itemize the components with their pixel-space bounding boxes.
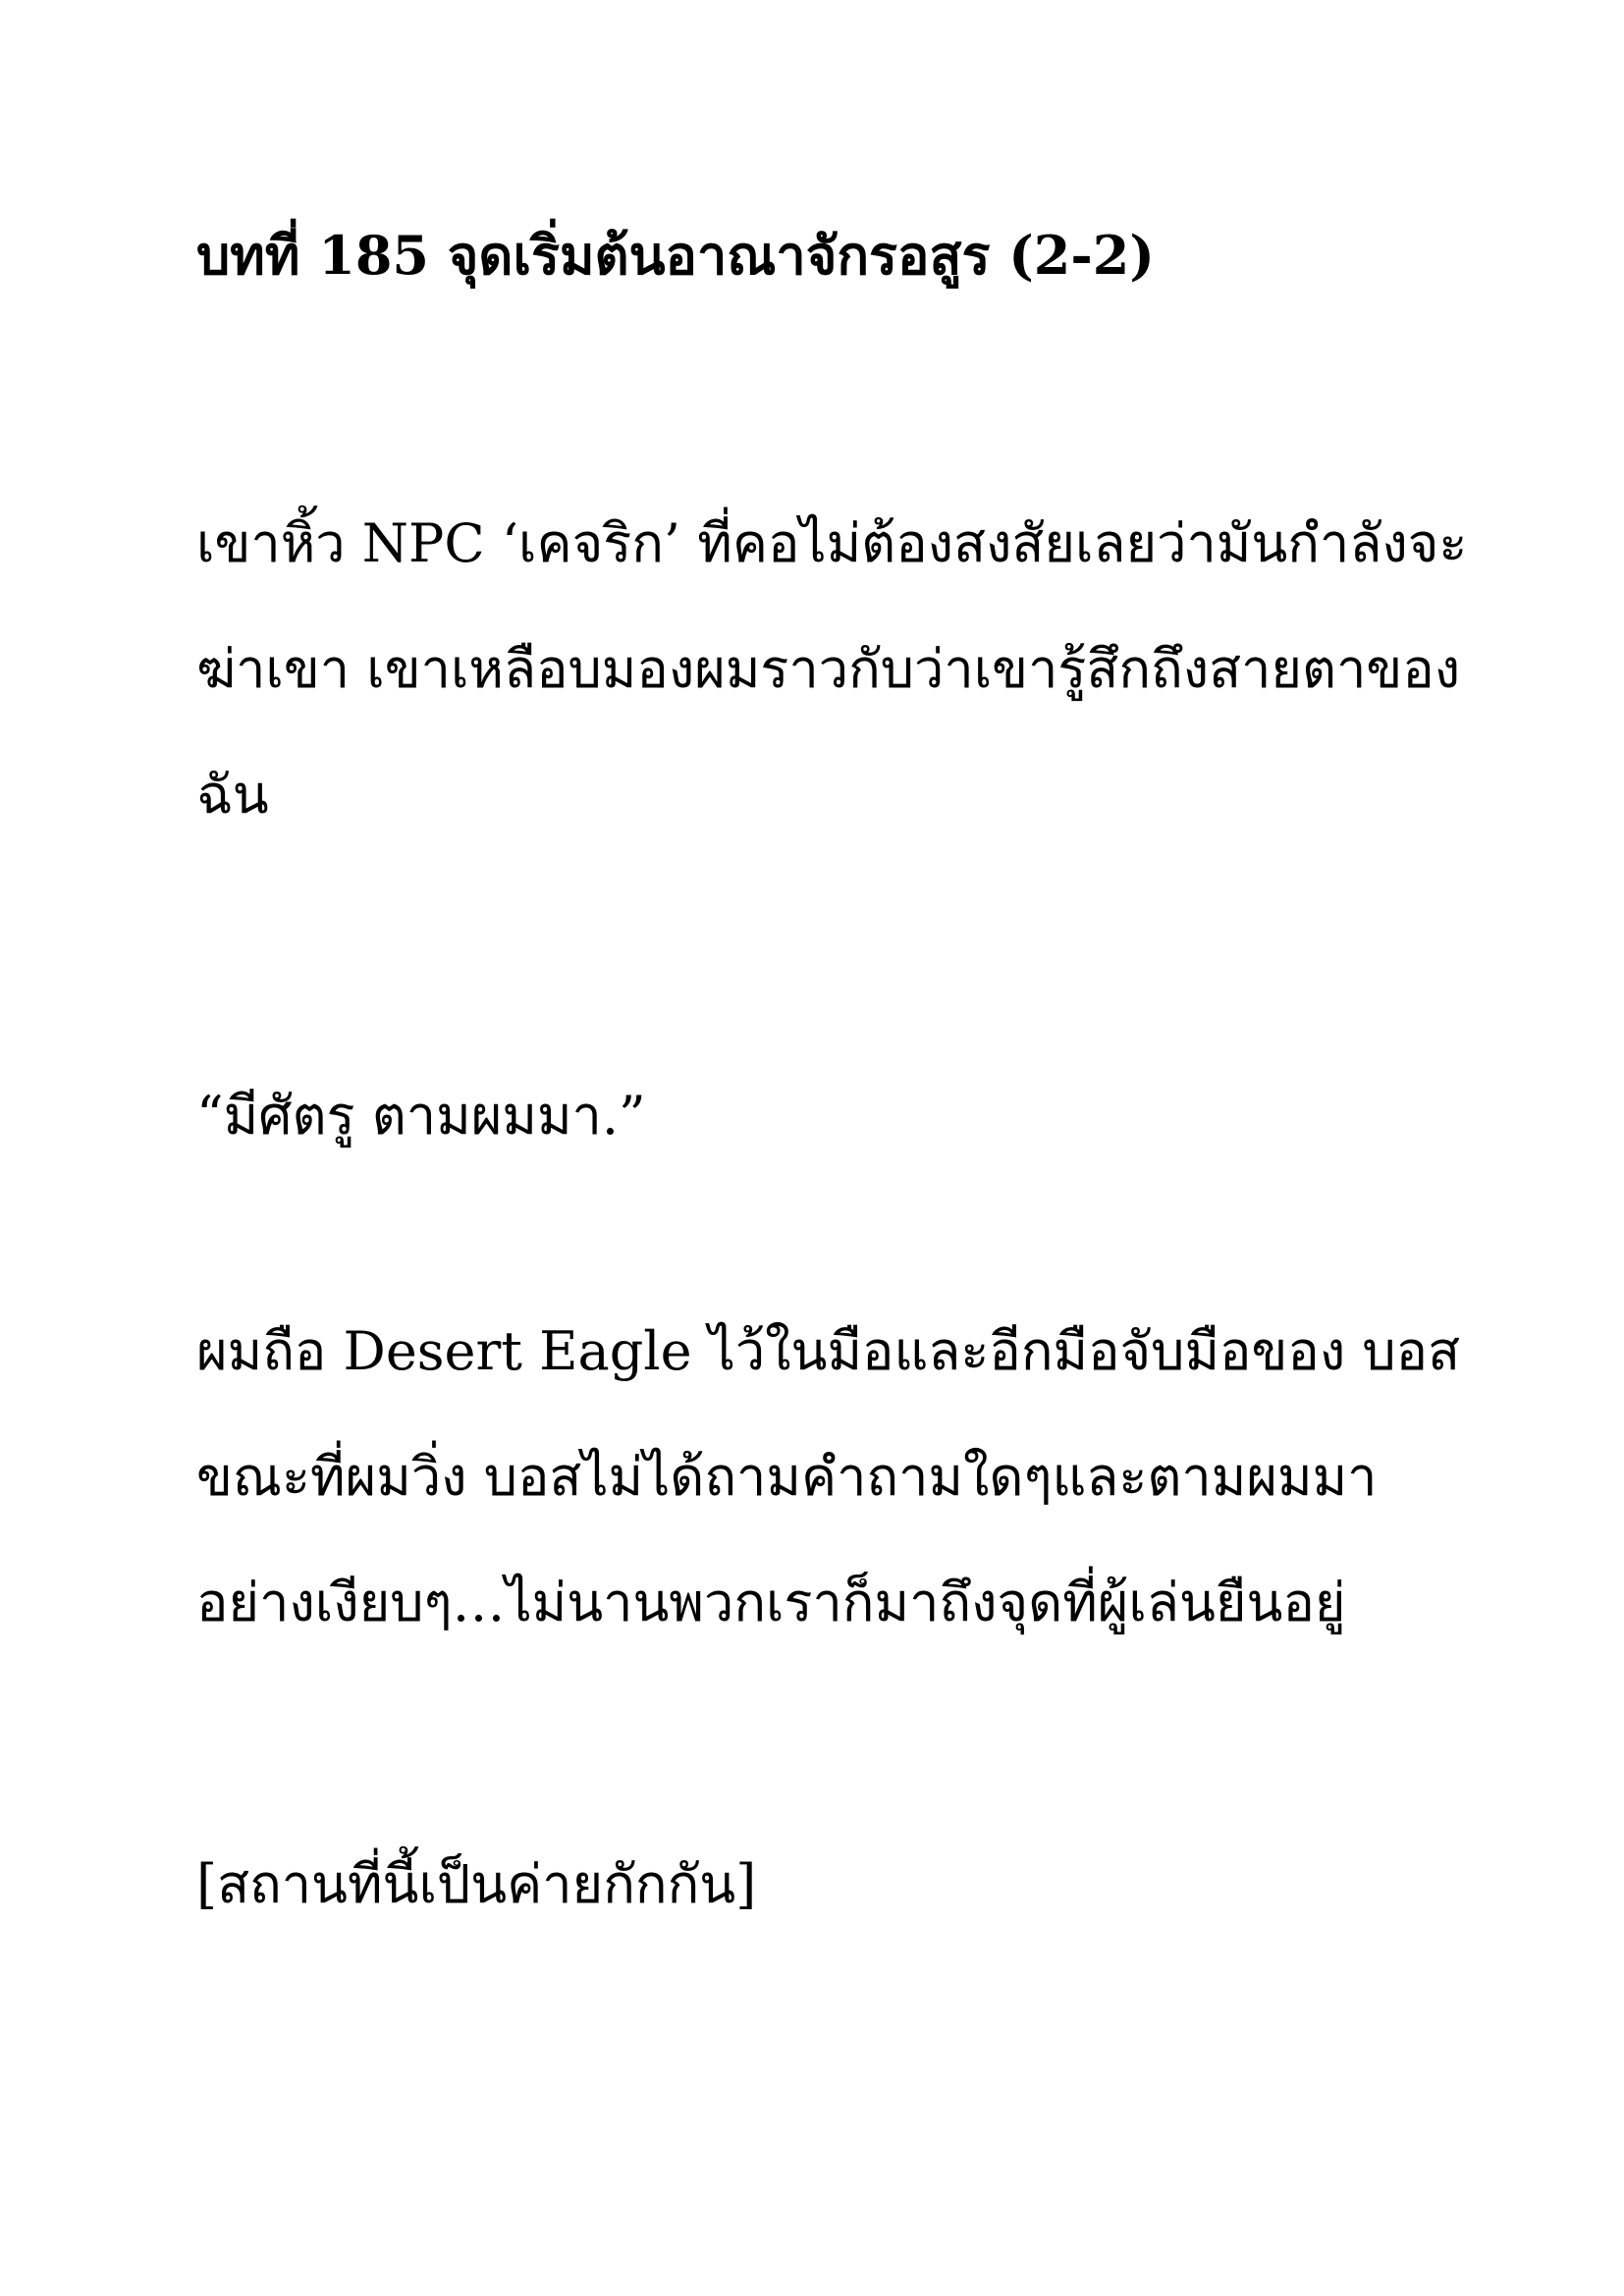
paragraph-1-line-3: ฉัน [196, 764, 269, 826]
system-message-line: [สถานที่นี้เป็นค่ายกักกัน] [196, 1853, 757, 1915]
paragraph-3-line-3: อย่างเงียบๆ…ไม่นานพวกเราก็มาถึงจุดที่ผู้เล่นยืนอยู่ [196, 1572, 1346, 1633]
paragraph-1-line-1: เขาหิ้ว NPC ‘เคจริก’ ที่คอไม่ต้องสงสัยเลยว่ามันกำลังจะ [196, 512, 1468, 574]
chapter-title: บทที่ 185 จุดเริ่มต้นอาณาจักรอสูร (2-2) [196, 224, 1155, 287]
dialogue-line: “มีศัตรู ตามผมมา.” [196, 1085, 646, 1147]
paragraph-3-line-2: ขณะที่ผมวิ่ง บอสไม่ได้ถามคำถามใดๆและตามผมมา [196, 1446, 1378, 1508]
paragraph-1-line-2: ฆ่าเขา เขาเหลือบมองผมราวกับว่าเขารู้สึกถึงสายตาของ [196, 638, 1461, 700]
paragraph-3-line-1: ผมถือ Desert Eagle ไว้ในมือและอีกมือจับมือของ บอส [196, 1320, 1461, 1382]
